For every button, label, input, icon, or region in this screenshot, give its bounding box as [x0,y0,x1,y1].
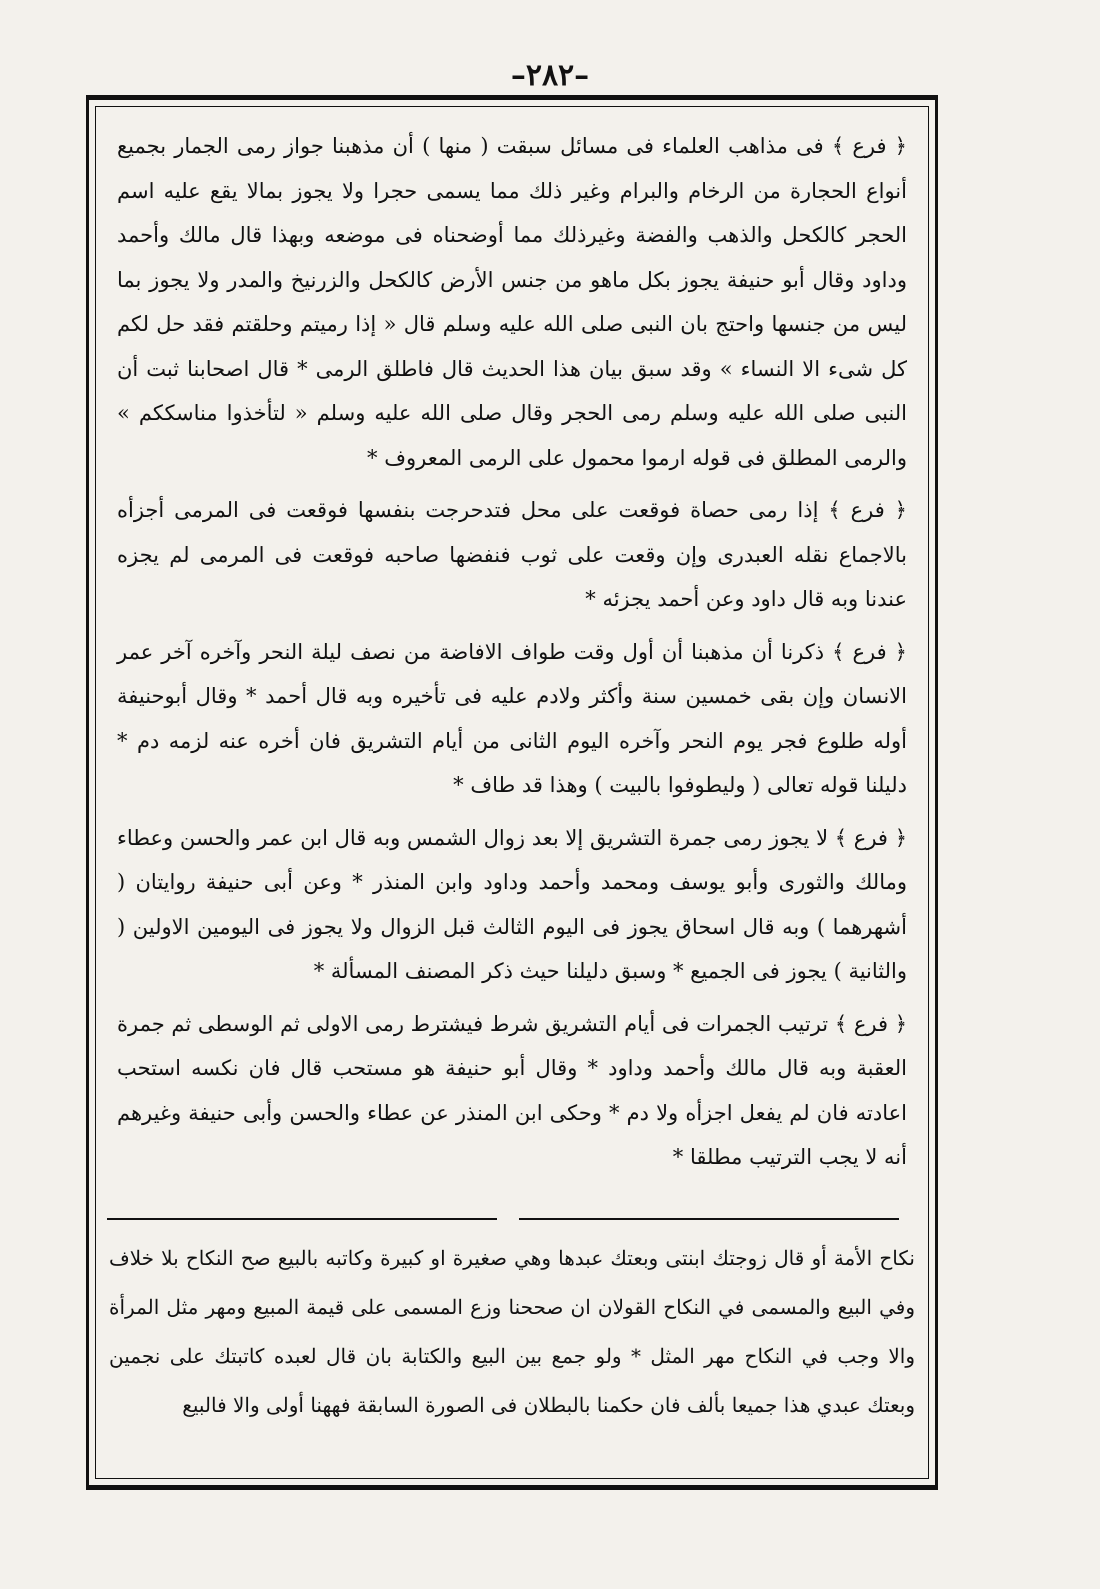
paragraph-jamarat-order: ﴿ فرع ﴾ ترتيب الجمرات فى أيام التشريق شرط فيشترط رمى الاولى ثم الوسطى ثم جمرة العقبة وبه قال مالك وأحمد وداود * وقال أبو حنيفة هو مستحب قال فان نكسه استحب اعادته فان لم يفعل اجزأه ولا دم * وحكى ابن المنذر عن عطاء والحسن وأبى حنيفة وغيرهم أنه لا يجب الترتيب مطلقا * [117,1011,907,1169]
paragraph-rami-stones: ﴿ فرع ﴾ فى مذاهب العلماء فى مسائل سبقت ( منها ) أن مذهبنا جواز رمى الجمار بجميع أنواع الحجارة من الرخام والبرام وغير ذلك مما يسمى حجرا ولا يجوز بمالا يقع عليه اسم الحجر كالكحل والذهب والفضة وغيرذلك مما أوضحناه فى موضعه وبهذا قال مالك وأحمد وداود وقال أبو حنيفة يجوز بكل ماهو من جنس الأرض كالكحل والزرنيخ والمدر ولا يجوز بما ليس من جنسها واحتج بان النبى صلى الله عليه وسلم قال « إذا رميتم وحلقتم فقد حل لكم كل شىء الا النساء » وقد سبق بيان هذا الحديث قال فاطلق الرمى * قال اصحابنا ثبت أن النبى صلى الله عليه وسلم رمى الحجر وقال صلى الله عليه وسلم « لتأخذوا مناسككم » والرمى المطلق فى قوله ارموا محمول على الرمى المعروف * [117,134,907,470]
paragraph-tashriq-timing: ﴿ فرع ﴾ لا يجوز رمى جمرة التشريق إلا بعد زوال الشمس وبه قال ابن عمر والحسن وعطاء ومالك والثورى وأبو يوسف ومحمد وأحمد وداود وابن المنذر * وعن أبى حنيفة روايتان ( أشهرهما ) وبه قال اسحاق يجوز فى اليوم الثالث قبل الزوال ولا يجوز فى اليومين الاولين ( والثانية ) يجوز فى الجميع * وسبق دليلنا حيث ذكر المصنف المسألة * [117,825,907,983]
main-text-body [117,124,907,1188]
footnote-paragraph: نكاح الأمة أو قال زوجتك ابنتى وبعتك عبدها وهي صغيرة او كبيرة وكاتبه بالبيع صح النكاح بلا خلاف وفي البيع والمسمى في النكاح القولان ان صححنا وزع المسمى على قيمة المبيع ومهر مثل المرأة والا وجب في النكاح مهر المثل * ولو جمع بين البيع والكتابة بان قال لعبده كاتبتك على نجمين وبعتك عبدي هذا جميعا بألف فان حكمنا بالبطلان فى الصورة السابقة فههنا أولى والا فالبيع [109,1246,916,1417]
footnote-divider-left [107,1218,497,1220]
paragraph-pebble-rolling: ﴿ فرع ﴾ إذا رمى حصاة فوقعت على محل فتدحرجت بنفسها فوقعت فى المرمى أجزأه بالاجماع نقله العبدرى وإن وقعت على ثوب فنفضها صاحبه فوقعت فى المرمى لم يجزه عندنا وبه قال داود وعن أحمد يجزئه * [117,498,907,611]
footnote-divider-right [519,1218,899,1220]
page-number: –٢٨٢– [510,58,590,93]
paragraph-tawaf-ifada: ﴿ فرع ﴾ ذكرنا أن مذهبنا أن أول وقت طواف الافاضة من نصف ليلة النحر وآخره آخر عمر الانسان وإن بقى خمسين سنة وأكثر ولادم عليه فى تأخيره وبه قال أحمد * وقال أبوحنيفة أوله طلوع فجر يوم النحر وآخره اليوم الثانى من أيام التشريق فان أخره عنه لزمه دم * دليلنا قوله تعالى ( وليطوفوا بالبيت ) وهذا قد طاف * [117,639,907,797]
page-frame [86,95,938,1490]
footnote-text [109,1234,915,1430]
